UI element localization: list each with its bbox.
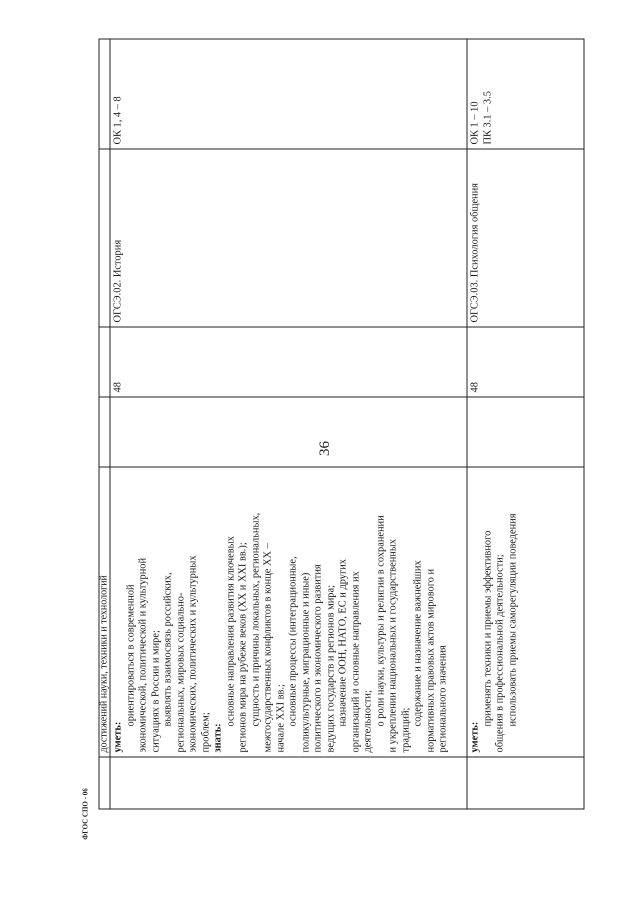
index-cell xyxy=(110,757,467,809)
requirement-line: ведущих государств и регионов мира; xyxy=(325,585,336,753)
requirement-line: политического и экономического развития xyxy=(312,564,324,753)
page-number: 36 xyxy=(317,441,333,456)
index-cell xyxy=(467,757,584,809)
curriculum-table xyxy=(99,39,585,810)
requirements-list xyxy=(113,472,451,753)
requirement-line: ситуациях в России и мире; xyxy=(150,630,161,753)
max-load-cell xyxy=(99,397,110,467)
requirement-line: о роли науки, культуры и религии в сохранении xyxy=(375,515,386,727)
max-load-cell xyxy=(110,397,467,467)
requirements-list xyxy=(470,472,520,753)
requirement-line: начале XXI вв.; xyxy=(275,684,286,753)
requirement-line: традиций; xyxy=(400,707,411,753)
requirement-line: сущность и причины локальных, региональных, xyxy=(250,512,261,727)
hours-cell xyxy=(99,327,110,397)
discipline-cell xyxy=(99,149,110,327)
requirement-line: экономической, политической и культурной xyxy=(137,557,149,753)
requirement-line: использовать приемы саморегуляции поведения xyxy=(507,513,518,727)
requirement-line: содержание и назначение важнейших xyxy=(412,560,424,727)
competencies-cell xyxy=(110,39,467,149)
requirement-line: ориентироваться в современной xyxy=(125,584,136,727)
requirement-line: применять техники и приемы эффективного xyxy=(482,530,493,727)
index-cell xyxy=(99,757,110,809)
max-load-cell xyxy=(467,397,584,467)
requirements-cell xyxy=(467,467,584,757)
curriculum-table-container xyxy=(98,40,573,810)
section-heading: уметь: xyxy=(112,721,124,753)
requirement-line: основные направления развития ключевых xyxy=(225,536,236,727)
requirement-line: деятельности; xyxy=(362,690,374,753)
continuation-text: достижений науки, техники и технологий xyxy=(99,467,110,757)
requirement-line: межгосударственных конфликтов в конце XX – xyxy=(262,543,274,753)
requirement-line: проблем; xyxy=(200,712,211,753)
requirement-line: экономических, политических и культурных xyxy=(187,555,199,753)
requirement-line: общения в профессиональной деятельности; xyxy=(494,554,506,753)
hours-cell: 48 xyxy=(110,327,467,397)
requirement-line: организаций и основные направления их xyxy=(350,571,361,753)
competency-code: ОК 1 – 10 xyxy=(469,101,481,145)
requirement-line: поликультурные, миграционные и иные) xyxy=(300,572,311,753)
requirement-line: регионального значения xyxy=(437,645,449,753)
requirement-line: региональных, мировых социально- xyxy=(175,592,186,753)
table-row-psychology xyxy=(467,39,584,809)
requirement-line: и укреплении национальных и государственных xyxy=(387,539,399,753)
requirement-line: регионов мира на рубеже веков (XX и XXI вв.); xyxy=(237,542,249,753)
competencies-cell xyxy=(467,39,584,149)
requirement-line: назначение ООН, НАТО, ЕС и других xyxy=(337,558,349,727)
competencies-cell xyxy=(99,39,110,149)
continuation-row xyxy=(99,39,110,809)
section-heading: знать: xyxy=(212,723,224,753)
requirement-line: нормативных правовых актов мирового и xyxy=(425,568,436,753)
section-heading: уметь: xyxy=(469,721,481,753)
hours-cell: 48 xyxy=(467,327,584,397)
discipline-cell: ОГСЭ.03. Психология общения xyxy=(467,149,584,327)
competency-code: ОК 1, 4 – 8 xyxy=(112,96,124,145)
requirement-line: основные процессы (интеграционные, xyxy=(287,556,299,727)
competency-code: ПК 3.1 – 3.5 xyxy=(482,91,493,145)
table-row-history xyxy=(110,39,467,809)
requirement-line: выявлять взаимосвязь российских, xyxy=(162,572,174,727)
document-footer: ФГОС СПО - 06 xyxy=(81,788,90,840)
requirements-cell xyxy=(110,467,467,757)
discipline-cell: ОГСЭ.02. История xyxy=(110,149,467,327)
curriculum-table-rotated xyxy=(99,40,574,810)
